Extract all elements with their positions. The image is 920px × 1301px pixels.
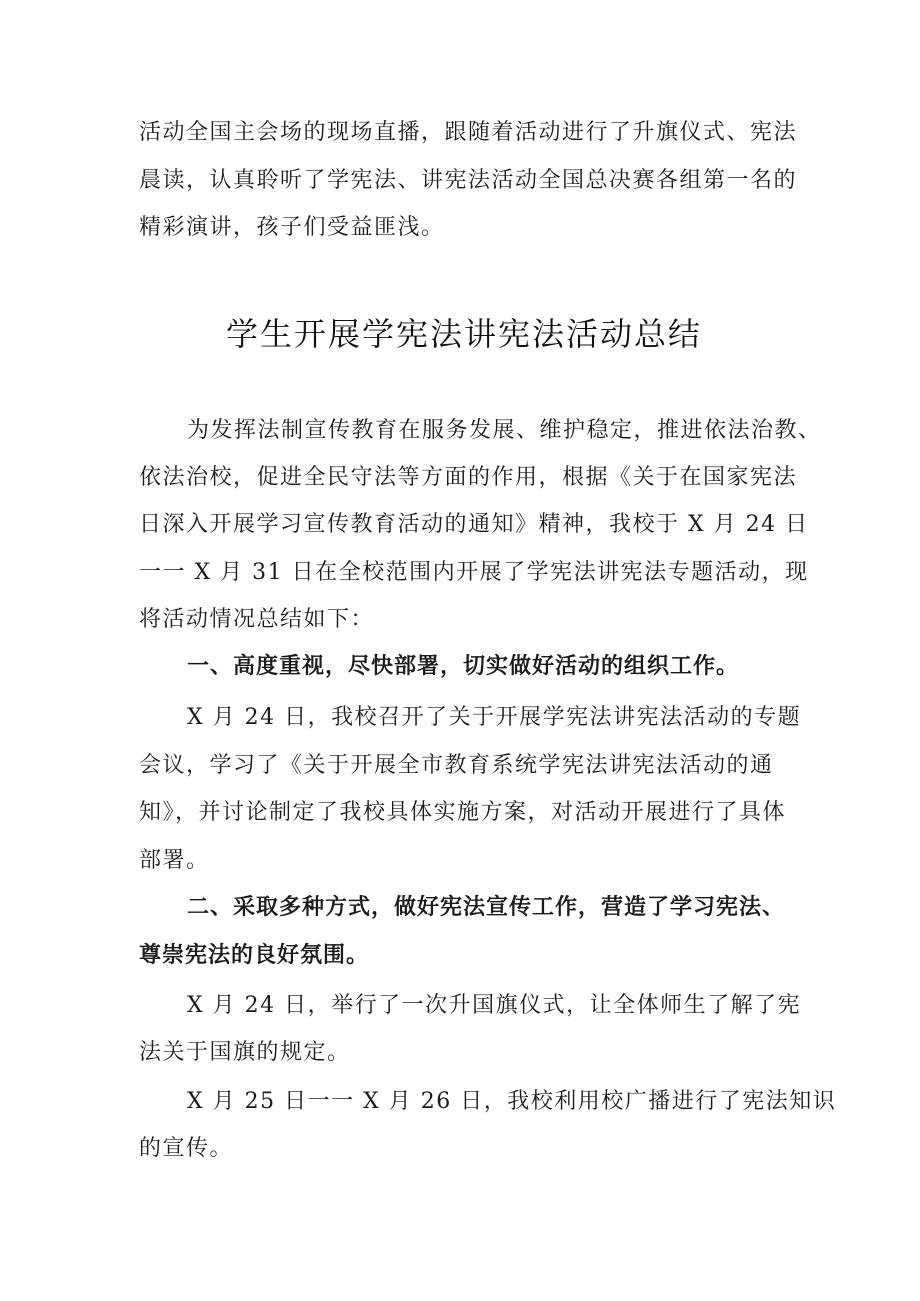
para1-line: 日深入开展学习宣传教育活动的通知》精神，我校于 X 月 24 日 — [139, 512, 809, 537]
section-heading-2: 尊崇宪法的良好氛围。 — [139, 943, 370, 968]
section-heading-1: 一、高度重视，尽快部署，切实做好活动的组织工作。 — [187, 654, 740, 679]
para2-line: X 月 24 日，我校召开了关于开展学宪法讲宪法活动的专题 — [187, 705, 802, 730]
para1-line: 为发挥法制宣传教育在服务发展、维护稳定，推进依法治教、 — [187, 418, 822, 443]
section-heading-2: 二、采取多种方式，做好宪法宣传工作，营造了学习宪法、 — [187, 895, 786, 920]
document-title: 学生开展学宪法讲宪法活动总结 — [225, 315, 702, 353]
para1-line: 依法治校，促进全民守法等方面的作用，根据《关于在国家宪法 — [139, 465, 798, 490]
para1-line: 一一 X 月 31 日在全校范围内开展了学宪法讲宪法专题活动，现 — [139, 560, 809, 585]
para4-line: 的宣传。 — [139, 1136, 234, 1161]
intro-line: 精彩演讲，孩子们受益匪浅。 — [139, 215, 445, 240]
intro-line: 晨读，认真聆听了学宪法、讲宪法活动全国总决赛各组第一名的 — [139, 168, 798, 193]
para2-line: 知》，并讨论制定了我校具体实施方案，对活动开展进行了具体 — [139, 800, 787, 825]
para2-line: 会议，学习了《关于开展全市教育系统学宪法讲宪法活动的通 — [139, 753, 774, 778]
para3-line: 法关于国旗的规定。 — [139, 1040, 351, 1065]
intro-line: 活动全国主会场的现场直播，跟随着活动进行了升旗仪式、宪法 — [139, 120, 798, 145]
para3-line: X 月 24 日，举行了一次升国旗仪式，让全体师生了解了宪 — [187, 993, 802, 1018]
para2-line: 部署。 — [139, 848, 210, 873]
para1-line: 将活动情况总结如下： — [139, 607, 375, 632]
para4-line: X 月 25 日一一 X 月 26 日，我校利用校广播进行了宪法知识 — [187, 1089, 837, 1114]
